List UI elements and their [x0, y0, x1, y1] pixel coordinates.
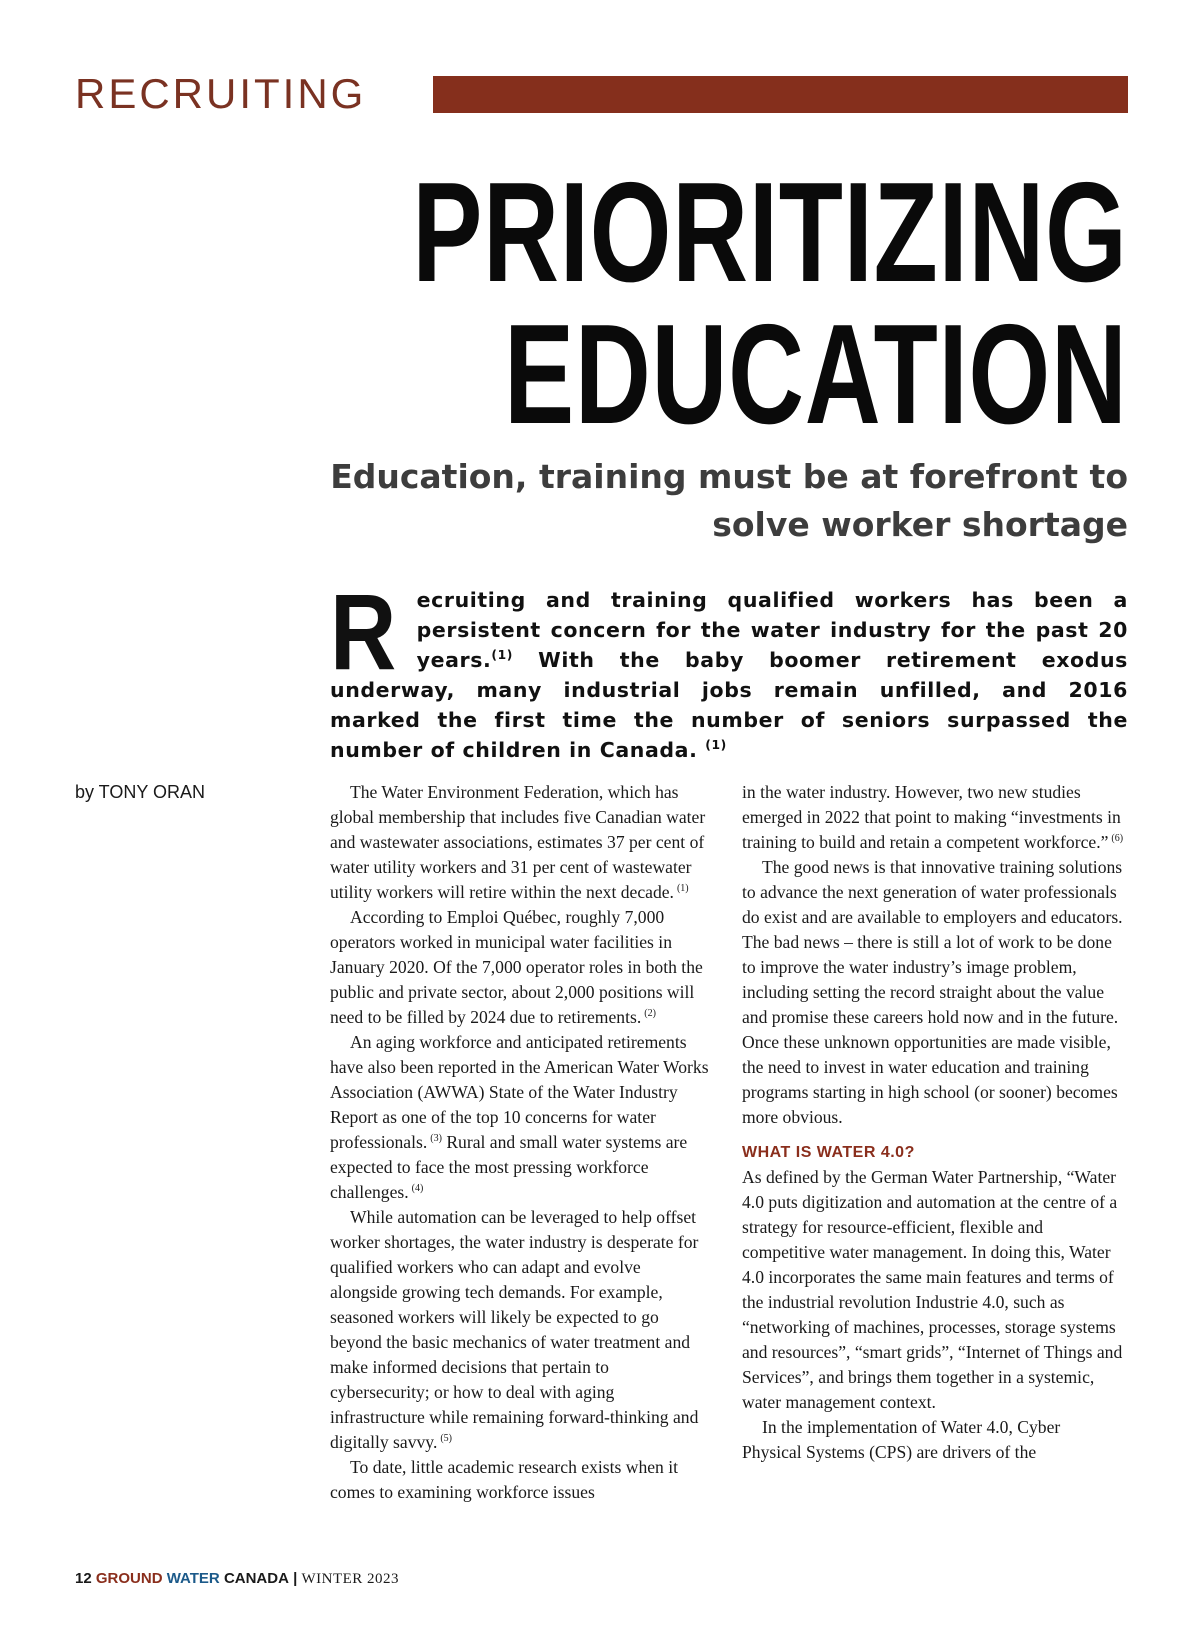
footnote-ref: (4) — [411, 1183, 424, 1195]
paragraph: As defined by the German Water Partnership, “Water 4.0 puts digitization and automation at the centre of a strategy for resource-efficient, flexible and competitive water management. In doing this, Water 4.0 incorporates the same main features and terms of the industrial revolution Industrie 4.0, such as “networking of machines, processes, storage systems and resources”, “smart grids”, “Internet of Things and Services”, and brings them together in a systemic, water management context. — [742, 1167, 1123, 1412]
page-number: 12 — [75, 1570, 92, 1587]
footer-separator: | — [293, 1570, 298, 1587]
paragraph: To date, little academic research exists when it comes to examining workforce issues — [330, 1457, 679, 1502]
magazine-name-water: WATER — [166, 1570, 220, 1587]
magazine-name-canada: CANADA — [223, 1570, 289, 1587]
lede-ref-2: (1) — [705, 738, 727, 753]
drop-cap: R — [330, 571, 397, 692]
footnote-ref: (3) — [430, 1133, 442, 1145]
page-footer — [75, 1570, 399, 1588]
subheadline: Education, training must be at forefront to solve worker shortage — [330, 457, 1128, 544]
byline: by TONY ORAN — [75, 782, 206, 802]
lede-paragraph — [330, 571, 1128, 765]
lede-ref-1: (1) — [491, 648, 514, 663]
footnote-ref: (2) — [644, 1008, 656, 1020]
paragraph: According to Emploi Québec, roughly 7,000 operators worked in municipal water facilities in January 2020. Of the 7,000 operator roles in both the public and private sector, about 2,000 positions will need to be filled by 2024 due to retirements. $^{(2)}$ — [330, 907, 703, 1027]
paragraph: The Water Environment Federation, which has global membership that includes five Canadian water and wastewater associations, estimates 37 per cent of water utility workers and 31 per cent of wastewater utility workers will retire within the next decade. $^{(1)}$ — [330, 782, 706, 902]
article-column-2 — [742, 780, 1124, 1465]
paragraph: in the water industry. However, two new studies emerged in 2022 that point to making “investments in training to build and retain a competent workforce.” $^{(6)}$ — [742, 782, 1124, 852]
lede-text-2: With the baby boomer retirement exodus underway, many industrial jobs remain unfilled, and 2016 marked the first time the number of seniors surpassed the number of children in Canada. — [330, 648, 1128, 762]
magazine-name-ground: GROUND — [95, 1570, 163, 1587]
paragraph: While automation can be leveraged to help offset worker shortages, the water industry is desperate for qualified workers who can adapt and evolve alongside growing tech demands. For example, seasoned workers will likely be expected to go beyond the basic mechanics of water treatment and make informed decisions that pertain to cybersecurity; or how to deal with aging infrastructure while remaining forward-thinking and digitally savvy. $^{(5)}$ — [330, 1207, 699, 1452]
headline-line-2: EDUCATION — [504, 295, 1128, 454]
footnote-ref: (6) — [1111, 833, 1124, 845]
section-label: RECRUITING — [75, 70, 367, 117]
footnote-ref: (5) — [440, 1433, 453, 1445]
paragraph: The good news is that innovative training solutions to advance the next generation of water professionals do exist and are available to employers and educators. The bad news – there is still a lot of work to be done to improve the water industry’s image problem, including setting the record straight about the value and promise these careers hold now and in the future. Once these unknown opportunities are made visible, the need to invest in water education and training programs starting in high school (or sooner) becomes more obvious. — [742, 857, 1123, 1127]
section-heading: WHAT IS WATER 4.0? — [742, 1144, 915, 1161]
paragraph: An aging workforce and anticipated retirements have also been reported in the American Water Works Association (AWWA) State of the Water Industry Report as one of the top 10 concerns for water professionals. $^{(3)}$ Rural and small water systems are expected to face the most pressing workforce challenges. $^{(4)}$ — [330, 1032, 709, 1202]
paragraph: In the implementation of Water 4.0, Cyber Physical Systems (CPS) are drivers of the — [742, 1417, 1061, 1462]
issue-date: WINTER 2023 — [301, 1571, 400, 1587]
lede-text-1: ecruiting and training qualified workers has been a persistent concern for the water industry for the past 20 years. — [416, 588, 1128, 672]
section-bar — [433, 76, 1128, 113]
headline-line-1: PRIORITIZING — [412, 153, 1128, 312]
article-column-1 — [330, 780, 712, 1505]
footnote-ref: (1) — [676, 883, 689, 895]
